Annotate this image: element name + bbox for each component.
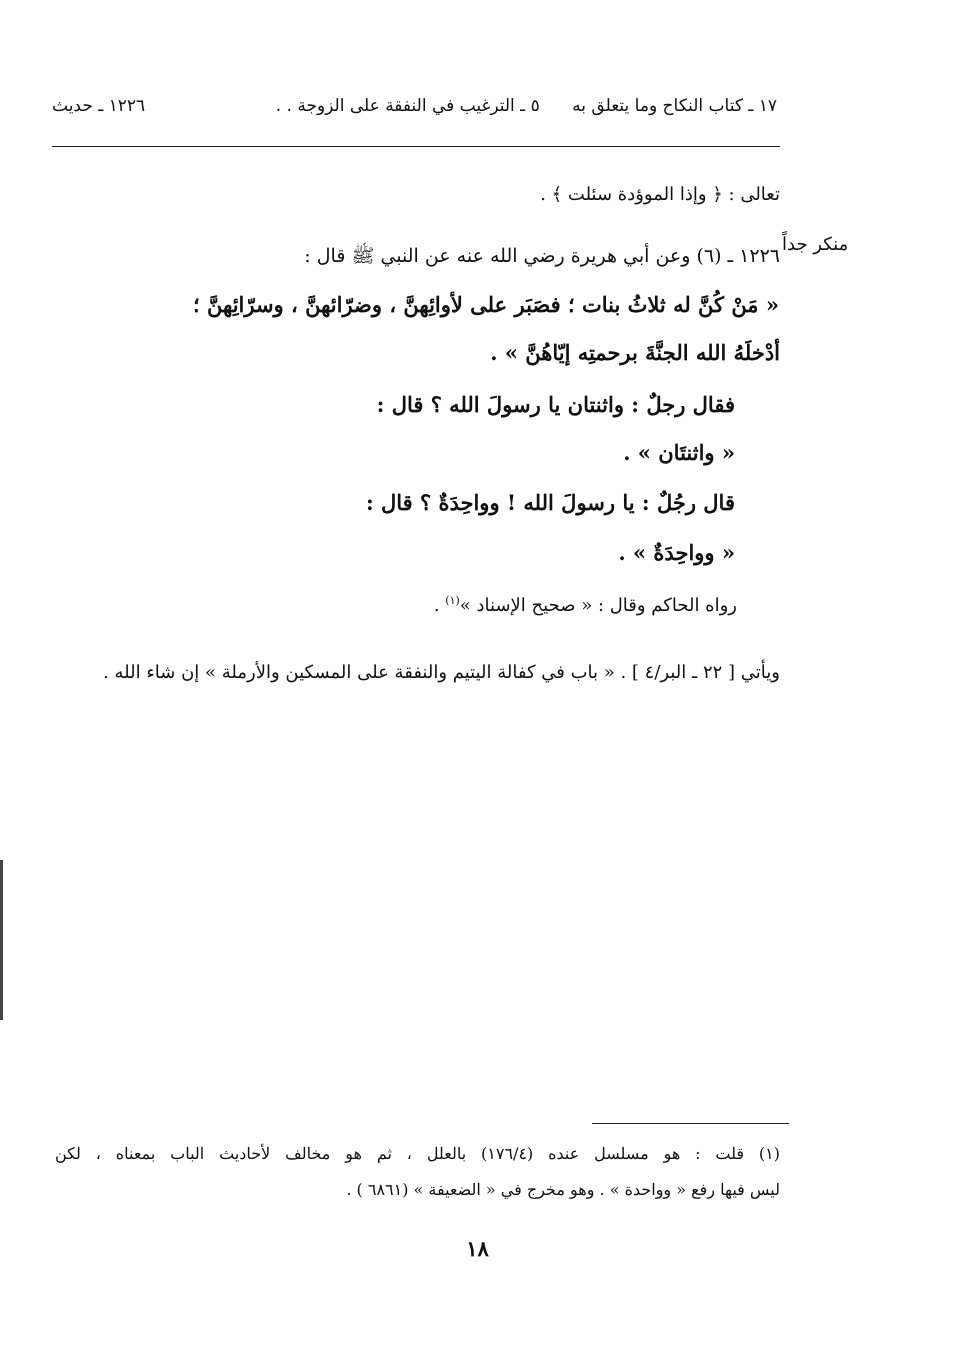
- narration-line: [434, 594, 737, 616]
- footnote-divider: [592, 1123, 789, 1124]
- header-section-title: ٥ ـ الترغيب في النفقة على الزوجة . .: [275, 96, 540, 116]
- footnote-ref[interactable]: (١): [445, 594, 460, 607]
- question-1: فقال رجلٌ : واثنتان يا رسولَ الله ؟ قال :: [376, 392, 735, 417]
- answer-1: « واثنتَان » .: [623, 440, 735, 465]
- hadith-intro: ١٢٢٦ ـ (٦) وعن أبي هريرة رضي الله عنه عن النبي ﷺ قال :: [304, 245, 780, 267]
- verse-line: تعالى : ﴿ وإذا الموؤدة سئلت ﴾ .: [540, 184, 780, 205]
- header-divider: [52, 146, 780, 147]
- narration-end: .: [433, 595, 446, 616]
- page-number: ١٨: [466, 1236, 489, 1261]
- see-also-paragraph: ويأتي [ ٢٢ ـ البر/٤ ] . « باب في كفالة اليتيم والنفقة على المسكين والأرملة » إن شاء الله .: [103, 662, 780, 683]
- question-2: قال رجُلٌ : يا رسولَ الله ! وواحِدَةٌ ؟ قال :: [365, 490, 735, 515]
- footnote-line-1: (١) قلت : هو مسلسل عنده (١٧٦/٤) بالعلل ، ثم هو مخالف لأحاديث الباب بمعناه ، لكن: [55, 1144, 780, 1163]
- scan-edge-mark: [0, 860, 3, 1020]
- grading-margin-note: منكر جداً: [782, 234, 849, 255]
- running-header-chapter: [276, 96, 777, 116]
- narration-text: رواه الحاكم وقال : « صحيح الإسناد »: [459, 595, 737, 616]
- hadith-quote-line-2: أدْخلَهُ الله الجنَّةَ برحمتِه إيّاهُنَّ » .: [490, 340, 780, 365]
- header-book-title: ١٧ ـ كتاب النكاح وما يتعلق به: [572, 96, 777, 116]
- header-hadith-number: ١٢٢٦ ـ حديث: [52, 96, 146, 116]
- answer-2: « وواحِدَةٌ » .: [618, 540, 735, 565]
- hadith-quote-line-1: « مَنْ كُنَّ له ثلاثُ بنات ؛ فصَبَر على لأوائِهنَّ ، وضرّائهنَّ ، وسرّائِهنَّ ؛: [193, 292, 779, 317]
- footnote-line-2: ليس فيها رفع « وواحدة » . وهو مخرج في « الضعيفة » (٦٨٦١ ) .: [346, 1180, 780, 1199]
